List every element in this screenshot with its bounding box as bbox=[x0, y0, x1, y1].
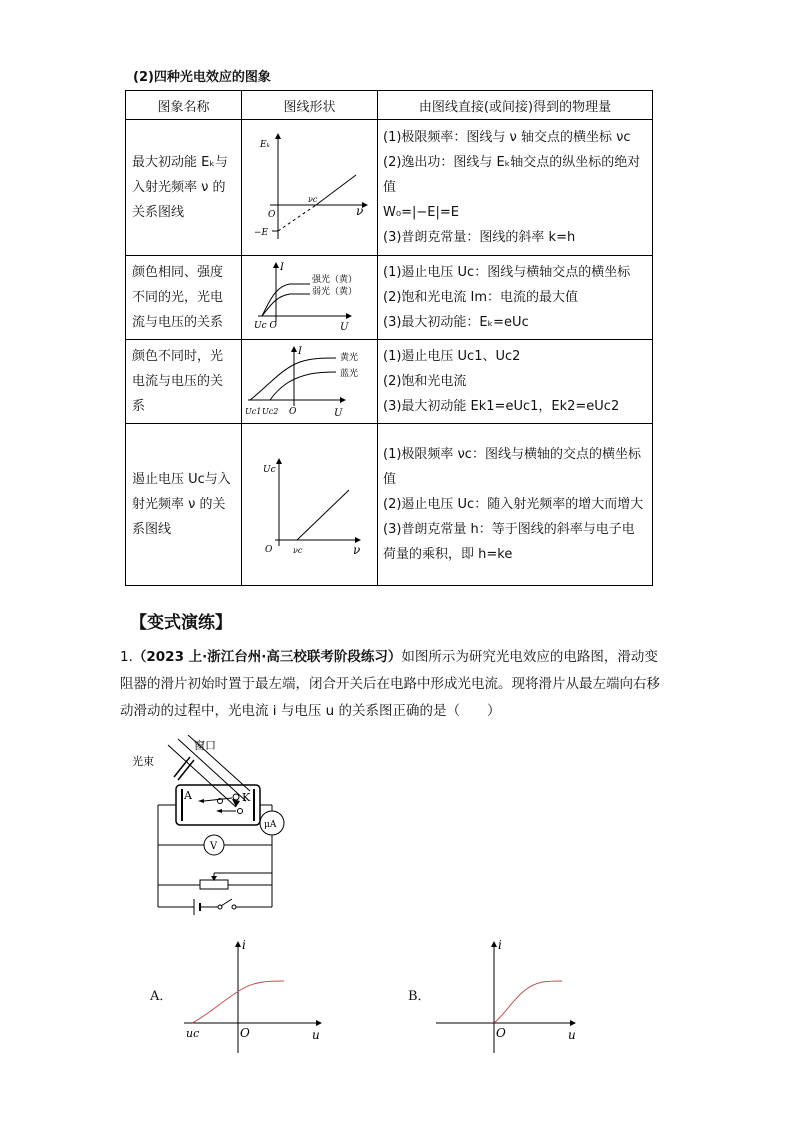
row-graph bbox=[242, 256, 378, 340]
option-a-x-label: u bbox=[312, 1028, 320, 1042]
anode-label: A bbox=[184, 789, 192, 802]
current-voltage-color-graph bbox=[244, 344, 376, 420]
quantity-line: (2)遏止电压 Uc：随入射光频率的增大而增大 bbox=[383, 497, 644, 512]
graph-x-mark: νc bbox=[307, 194, 317, 204]
graph-x-label: U bbox=[339, 321, 348, 333]
graph-y-label: Uc bbox=[262, 464, 276, 475]
graph-x-label: ν bbox=[355, 203, 363, 218]
graph-curve1-label: 黄光 bbox=[339, 352, 358, 363]
header-graph-shape: 图线形状 bbox=[242, 91, 378, 120]
table-row bbox=[126, 424, 653, 586]
quantity-line: (1)遏止电压 Uc1、Uc2 bbox=[383, 349, 521, 364]
graph-curve2-label: 弱光（黄） bbox=[311, 286, 357, 297]
graph-origin: Uc O bbox=[253, 320, 277, 331]
header-graph-name: 图象名称 bbox=[126, 91, 242, 120]
option-a-y-label: i bbox=[242, 938, 246, 952]
circuit-diagram bbox=[128, 735, 298, 915]
quantity-line: (2)饱和光电流 bbox=[383, 374, 467, 389]
option-a-graph bbox=[178, 935, 328, 1055]
option-a-origin: O bbox=[240, 1026, 250, 1040]
photoelectric-graph-table bbox=[125, 90, 653, 586]
question-source: （2023 上·浙江台州·高三校联考阶段练习） bbox=[132, 649, 402, 665]
window-label: 窗口 bbox=[194, 739, 216, 752]
uc-vs-frequency-graph bbox=[255, 450, 365, 560]
table-header-row bbox=[126, 91, 653, 120]
row-quantities bbox=[378, 120, 653, 256]
row-quantities bbox=[378, 340, 653, 424]
option-b-y-label: i bbox=[498, 938, 502, 952]
beam-label: 光束 bbox=[132, 755, 154, 768]
row-quantities bbox=[378, 256, 653, 340]
question-text: 如图所示为研究光电效应的电路图，滑动变阻器的滑片初始时置于最左端，闭合开关后在电路中形成光电流。现将滑片从最左端向右移动滑动的过程中，光电流 i 与电压 u 的关系图正确的是（ ） bbox=[120, 649, 660, 719]
header-quantities: 由图线直接(或间接)得到的物理量 bbox=[378, 91, 653, 120]
row-name: 颜色不同时，光电流与电压的关系 bbox=[126, 340, 242, 424]
row-name: 最大初动能 Eₖ与入射光频率 ν 的关系图线 bbox=[126, 120, 242, 256]
quantity-line: (2)逸出功：图线与 Eₖ轴交点的纵坐标的绝对值 bbox=[383, 155, 641, 195]
voltmeter-label: V bbox=[210, 841, 218, 852]
table-row bbox=[126, 120, 653, 256]
option-b-origin: O bbox=[496, 1026, 506, 1040]
row-graph bbox=[242, 120, 378, 256]
option-b-graph bbox=[432, 935, 582, 1055]
graph-x-label: U bbox=[333, 407, 342, 419]
row-graph bbox=[242, 340, 378, 424]
graph-y-mark: −E bbox=[253, 227, 268, 238]
ek-vs-frequency-graph bbox=[250, 129, 370, 247]
graph-y-label: I bbox=[297, 345, 302, 357]
row-name: 颜色相同、强度不同的光，光电流与电压的关系 bbox=[126, 256, 242, 340]
graph-y-label: I bbox=[279, 261, 284, 273]
quantity-line: (3)普朗克常量 h：等于图线的斜率与电子电荷量的乘积，即 h=ke bbox=[383, 522, 635, 562]
graph-origin: O bbox=[267, 209, 275, 220]
graph-uc1: Uc1 bbox=[244, 406, 261, 416]
ammeter-label: μA bbox=[264, 820, 277, 830]
quantity-line: (3)最大初动能：Eₖ=eUc bbox=[383, 315, 529, 330]
quantity-line: (1)遏止电压 Uc：图线与横轴交点的横坐标 bbox=[383, 265, 631, 280]
quantity-line: (1)极限频率：图线与 ν 轴交点的横坐标 νc bbox=[383, 130, 631, 145]
section-title: (2)四种光电效应的图象 bbox=[133, 70, 271, 85]
graph-curve2-label: 蓝光 bbox=[339, 368, 358, 379]
question-number: 1. bbox=[120, 649, 133, 665]
graph-uc2: Uc2 bbox=[261, 406, 278, 416]
quantity-line: W₀=|−E|=E bbox=[383, 205, 459, 220]
current-voltage-intensity-graph bbox=[250, 260, 370, 336]
option-a-uc: uc bbox=[186, 1027, 200, 1040]
cathode-label: K bbox=[242, 791, 251, 804]
option-b-x-label: u bbox=[568, 1028, 576, 1042]
row-quantities bbox=[378, 424, 653, 586]
row-name: 遏止电压 Uc与入射光频率 ν 的关系图线 bbox=[126, 424, 242, 586]
question-1 bbox=[120, 644, 665, 725]
option-b-label: B． bbox=[408, 989, 431, 1004]
quantity-line: (3)最大初动能 Ek1=eUc1，Ek2=eUc2 bbox=[383, 399, 620, 414]
quantity-line: (2)饱和光电流 Im：电流的最大值 bbox=[383, 290, 579, 305]
quantity-line: (3)普朗克常量：图线的斜率 k=h bbox=[383, 230, 576, 245]
graph-curve1-label: 强光（黄） bbox=[311, 274, 357, 285]
graph-origin: O bbox=[288, 406, 296, 417]
option-a-label: A． bbox=[150, 989, 173, 1004]
graph-y-label: Eₖ bbox=[259, 139, 270, 150]
quantity-line: (1)极限频率 νc：图线与横轴的交点的横坐标值 bbox=[383, 447, 641, 487]
row-graph bbox=[242, 424, 378, 586]
graph-x-label: ν bbox=[352, 542, 360, 557]
graph-origin: O bbox=[264, 544, 272, 555]
table-row bbox=[126, 256, 653, 340]
table-row bbox=[126, 340, 653, 424]
exercise-heading: 【变式演练】 bbox=[130, 613, 232, 633]
graph-x-mark: νc bbox=[292, 545, 302, 555]
